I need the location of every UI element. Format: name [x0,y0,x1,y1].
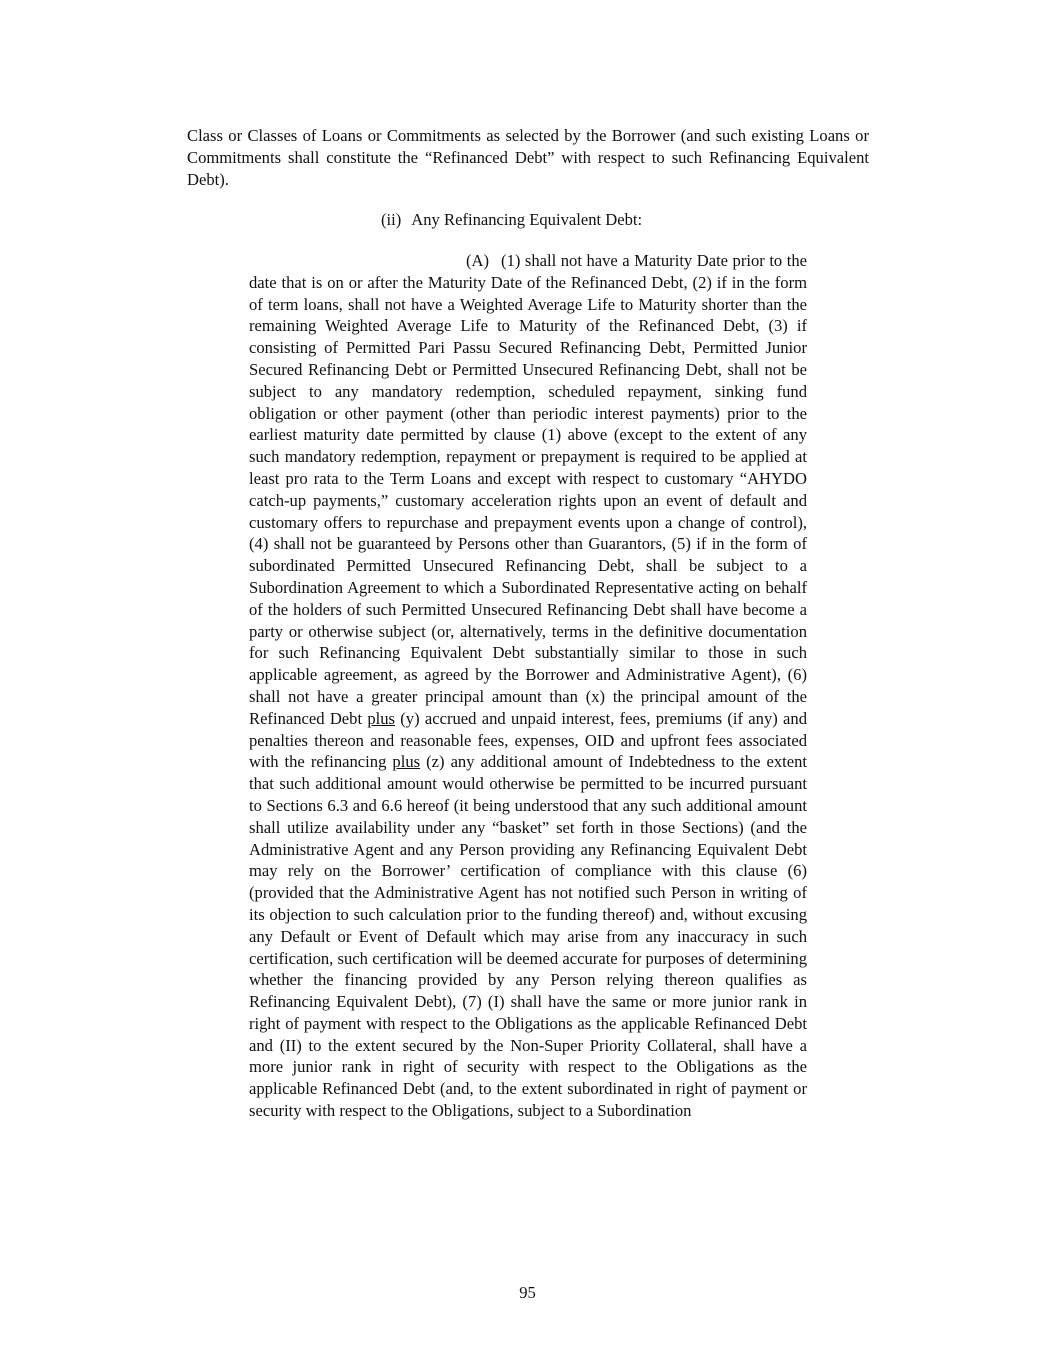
plus-term-1: plus [367,708,396,728]
intro-paragraph: Class or Classes of Loans or Commitments as selected by the Borrower (and such existing Loans or Commitments shall constitute the “Refinanced Debt” with respect to such Refinancing Equivalent Debt). [187,126,869,189]
plus-term-2: plus [392,752,421,772]
clause-a-text-part-3: (z) any additional amount of Indebtedness to the extent that such additional amount would otherwise be permitted to be incurred pursuant to Sections 6.3 and 6.6 hereof (it being understood that any such additional amount shall utilize availability under any “basket” set forth in those Sections) (and the Administrative Agent and any Person providing any Refinancing Equivalent Debt may rely on the Borrower’ certification of compliance with this clause (6) (provided that the Administrative Agent has not notified such Person in writing of its objection to such calculation prior to the funding thereof) and, without excusing any Default or Event of Default which may arise from any inaccuracy in such certification, such certification will be deemed accurate for purposes of determining whether the financing provided by any Person relying thereon qualifies as Refinancing Equivalent Debt), (7) (I) shall have the same or more junior rank in right of payment with respect to the Obligations as the applicable Refinanced Debt and (II) to the extent secured by the Non-Super Priority Collateral, shall have a more junior rank in right of security with respect to the Obligations as the applicable Refinanced Debt (and, to the extent subordinated in right of payment or security with respect to the Obligations, subject to a Subordination [249,752,807,1121]
clause-a-text-part-2: (y) accrued and unpaid interest, fees, premiums (if any) and penalties thereon and reasonable fees, expenses, OID and upfront fees associated with the refinancing [249,708,807,772]
subsection-heading [381,209,642,231]
clause-a-text-part-1: (1) shall not have a Maturity Date prior to the date that is on or after the Maturity Date of the Refinanced Debt, (2) if in the form of term loans, shall not have a Weighted Average Life to Maturity shorter than the remaining Weighted Average Life to Maturity of the Refinanced Debt, (3) if consisting of Permitted Pari Passu Secured Refinancing Debt, Permitted Junior Secured Refinancing Debt or Permitted Unsecured Refinancing Debt, shall not be subject to any mandatory redemption, scheduled repayment, sinking fund obligation or other payment (other than periodic interest payments) prior to the earliest maturity date permitted by clause (1) above (except to the extent of any such mandatory redemption, repayment or prepayment is required to be applied at least pro rata to the Term Loans and except with respect to customary “AHYDO catch-up payments,” customary acceleration rights upon an event of default and customary offers to repurchase and prepayment events upon a change of control), (4) shall not be guaranteed by Persons other than Guarantors, (5) if in the form of subordinated Permitted Unsecured Refinancing Debt, shall be subject to a Subordination Agreement to which a Subordinated Representative acting on behalf of the holders of such Permitted Unsecured Refinancing Debt shall have become a party or otherwise subject (or, alternatively, terms in the definitive documentation for such Refinancing Equivalent Debt substantially similar to those in such applicable agreement, as agreed by the Borrower and Administrative Agent), (6) shall not have a greater principal amount than (x) the principal amount of the Refinanced Debt [249,251,807,728]
clause-a-label: (A) [466,251,490,270]
page-number: 95 [519,1283,536,1302]
subsection-number: (ii) [381,210,402,229]
clause-a-paragraph [249,250,807,1122]
subsection-title: Any Refinancing Equivalent Debt: [411,210,643,229]
